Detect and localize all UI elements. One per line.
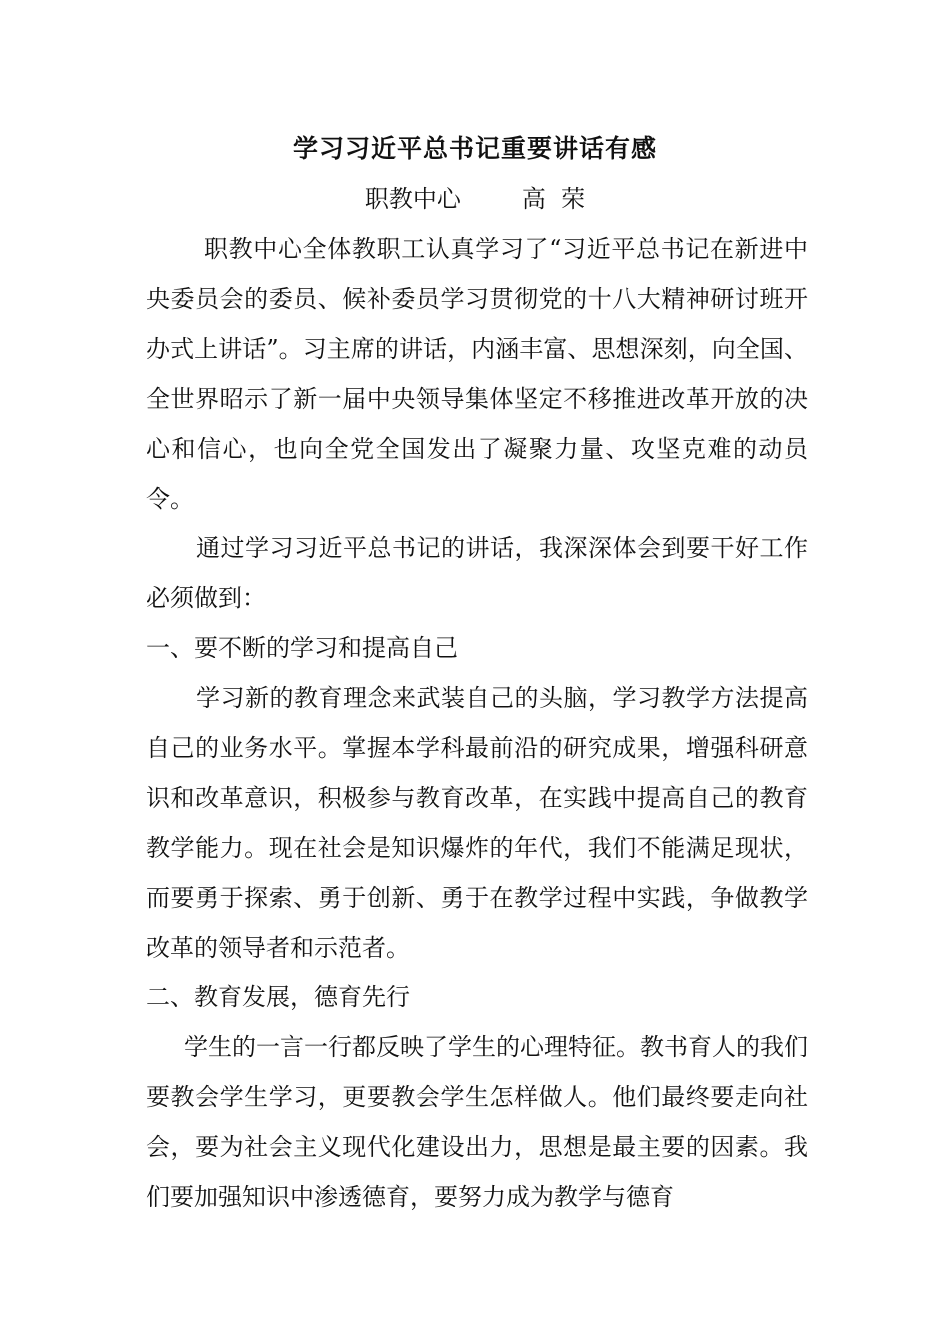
section-heading-2: 二、教育发展，德育先行 [146,983,410,1011]
section-heading-1: 一、要不断的学习和提高自己 [146,634,458,662]
document-title: 学习习近平总书记重要讲话有感 [292,134,657,163]
paragraph-section-2: 学生的一言一行都反映了学生的心理特征。教书育人的我们要教会学生学习，更要教会学生怎样做人。他们最终要走向社会，要为社会主义现代化建设出力，思想是最主要的因素。我们要加强知识中渗透德育，要努力成为教学与德育 [146,1033,808,1211]
paragraph-section-1: 学习新的教育理念来武装自己的头脑，学习教学方法提高自己的业务水平。掌握本学科最前沿的研究成果，增强科研意识和改革意识，积极参与教育改革，在实践中提高自己的教育教学能力。现在社会是知识爆炸的年代，我们不能满足现状，而要勇于探索、勇于创新、勇于在教学过程中实践，争做教学改革的领导者和示范者。 [146,684,808,962]
author-byline: 职教中心 高 荣 [364,185,586,213]
paragraph-summary: 通过学习习近平总书记的讲话，我深深体会到要干好工作必须做到： [146,534,808,612]
paragraph-intro: 职教中心全体教职工认真学习了“习近平总书记在新进中央委员会的委员、候补委员学习贯彻党的十八大精神研讨班开办式上讲话”。习主席的讲话，内涵丰富、思想深刻，向全国、全世界昭示了新一届中央领导集体坚定不移推进改革开放的决心和信心，也向全党全国发出了凝聚力量、攻坚克难的动员令。 [146,235,808,513]
